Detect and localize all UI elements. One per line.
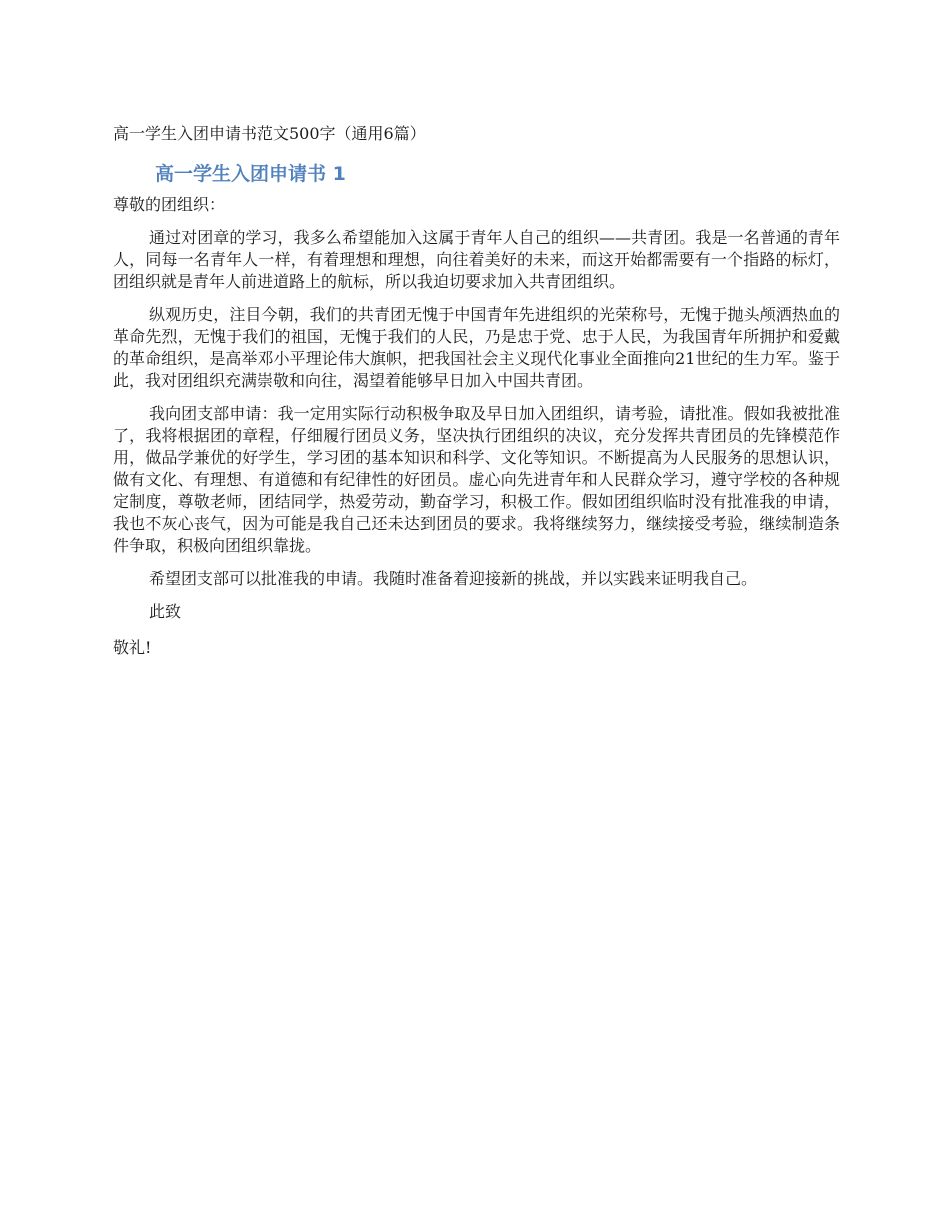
salutation: 尊敬的团组织： <box>113 195 226 214</box>
closing-line: 此致 <box>149 602 182 621</box>
body-paragraph-2: 纵观历史，注目今朝，我们的共青团无愧于中国青年先进组织的光荣称号，无愧于抛头颅洒热血的革命先烈，无愧于我们的祖国，无愧于我们的人民，乃是忠于党、忠于人民，为我国青年所拥护和爱戴的革命组织，是高举邓小平理论伟大旗帜，把我国社会主义现代化事业全面推向21世纪的生力军。鉴于此，我对团组织充满崇敬和向往，渴望着能够早日加入中国共青团。 <box>113 305 840 390</box>
document-title: 高一学生入团申请书范文500字（通用6篇） <box>113 124 426 143</box>
body-paragraph-1: 通过对团章的学习，我多么希望能加入这属于青年人自己的组织——共青团。我是一名普通的青年人，同每一名青年人一样，有着理想和理想，向往着美好的未来，而这开始都需要有一个指路的标灯，团组织就是青年人前进道路上的航标，所以我迫切要求加入共青团组织。 <box>113 228 840 291</box>
regards-line: 敬礼! <box>113 638 152 657</box>
document-page <box>113 122 840 659</box>
body-paragraph-3: 我向团支部申请：我一定用实际行动积极争取及早日加入团组织，请考验，请批准。假如我被批准了，我将根据团的章程，仔细履行团员义务，坚决执行团组织的决议，充分发挥共青团员的先锋模范作用，做品学兼优的好学生，学习团的基本知识和科学、文化等知识。不断提高为人民服务的思想认识，做有文化、有理想、有道德和有纪律性的好团员。虚心向先进青年和人民群众学习，遵守学校的各种规定制度，尊敬老师，团结同学，热爱劳动，勤奋学习，积极工作。假如团组织临时没有批准我的申请，我也不灰心丧气，因为可能是我自己还未达到团员的要求。我将继续努力，继续接受考验，继续制造条件争取，积极向团组织靠拢。 <box>113 404 840 555</box>
body-paragraph-4: 希望团支部可以批准我的申请。我随时准备着迎接新的挑战，并以实践来证明我自己。 <box>149 569 758 588</box>
section-heading: 高一学生入团申请书 1 <box>155 163 346 185</box>
